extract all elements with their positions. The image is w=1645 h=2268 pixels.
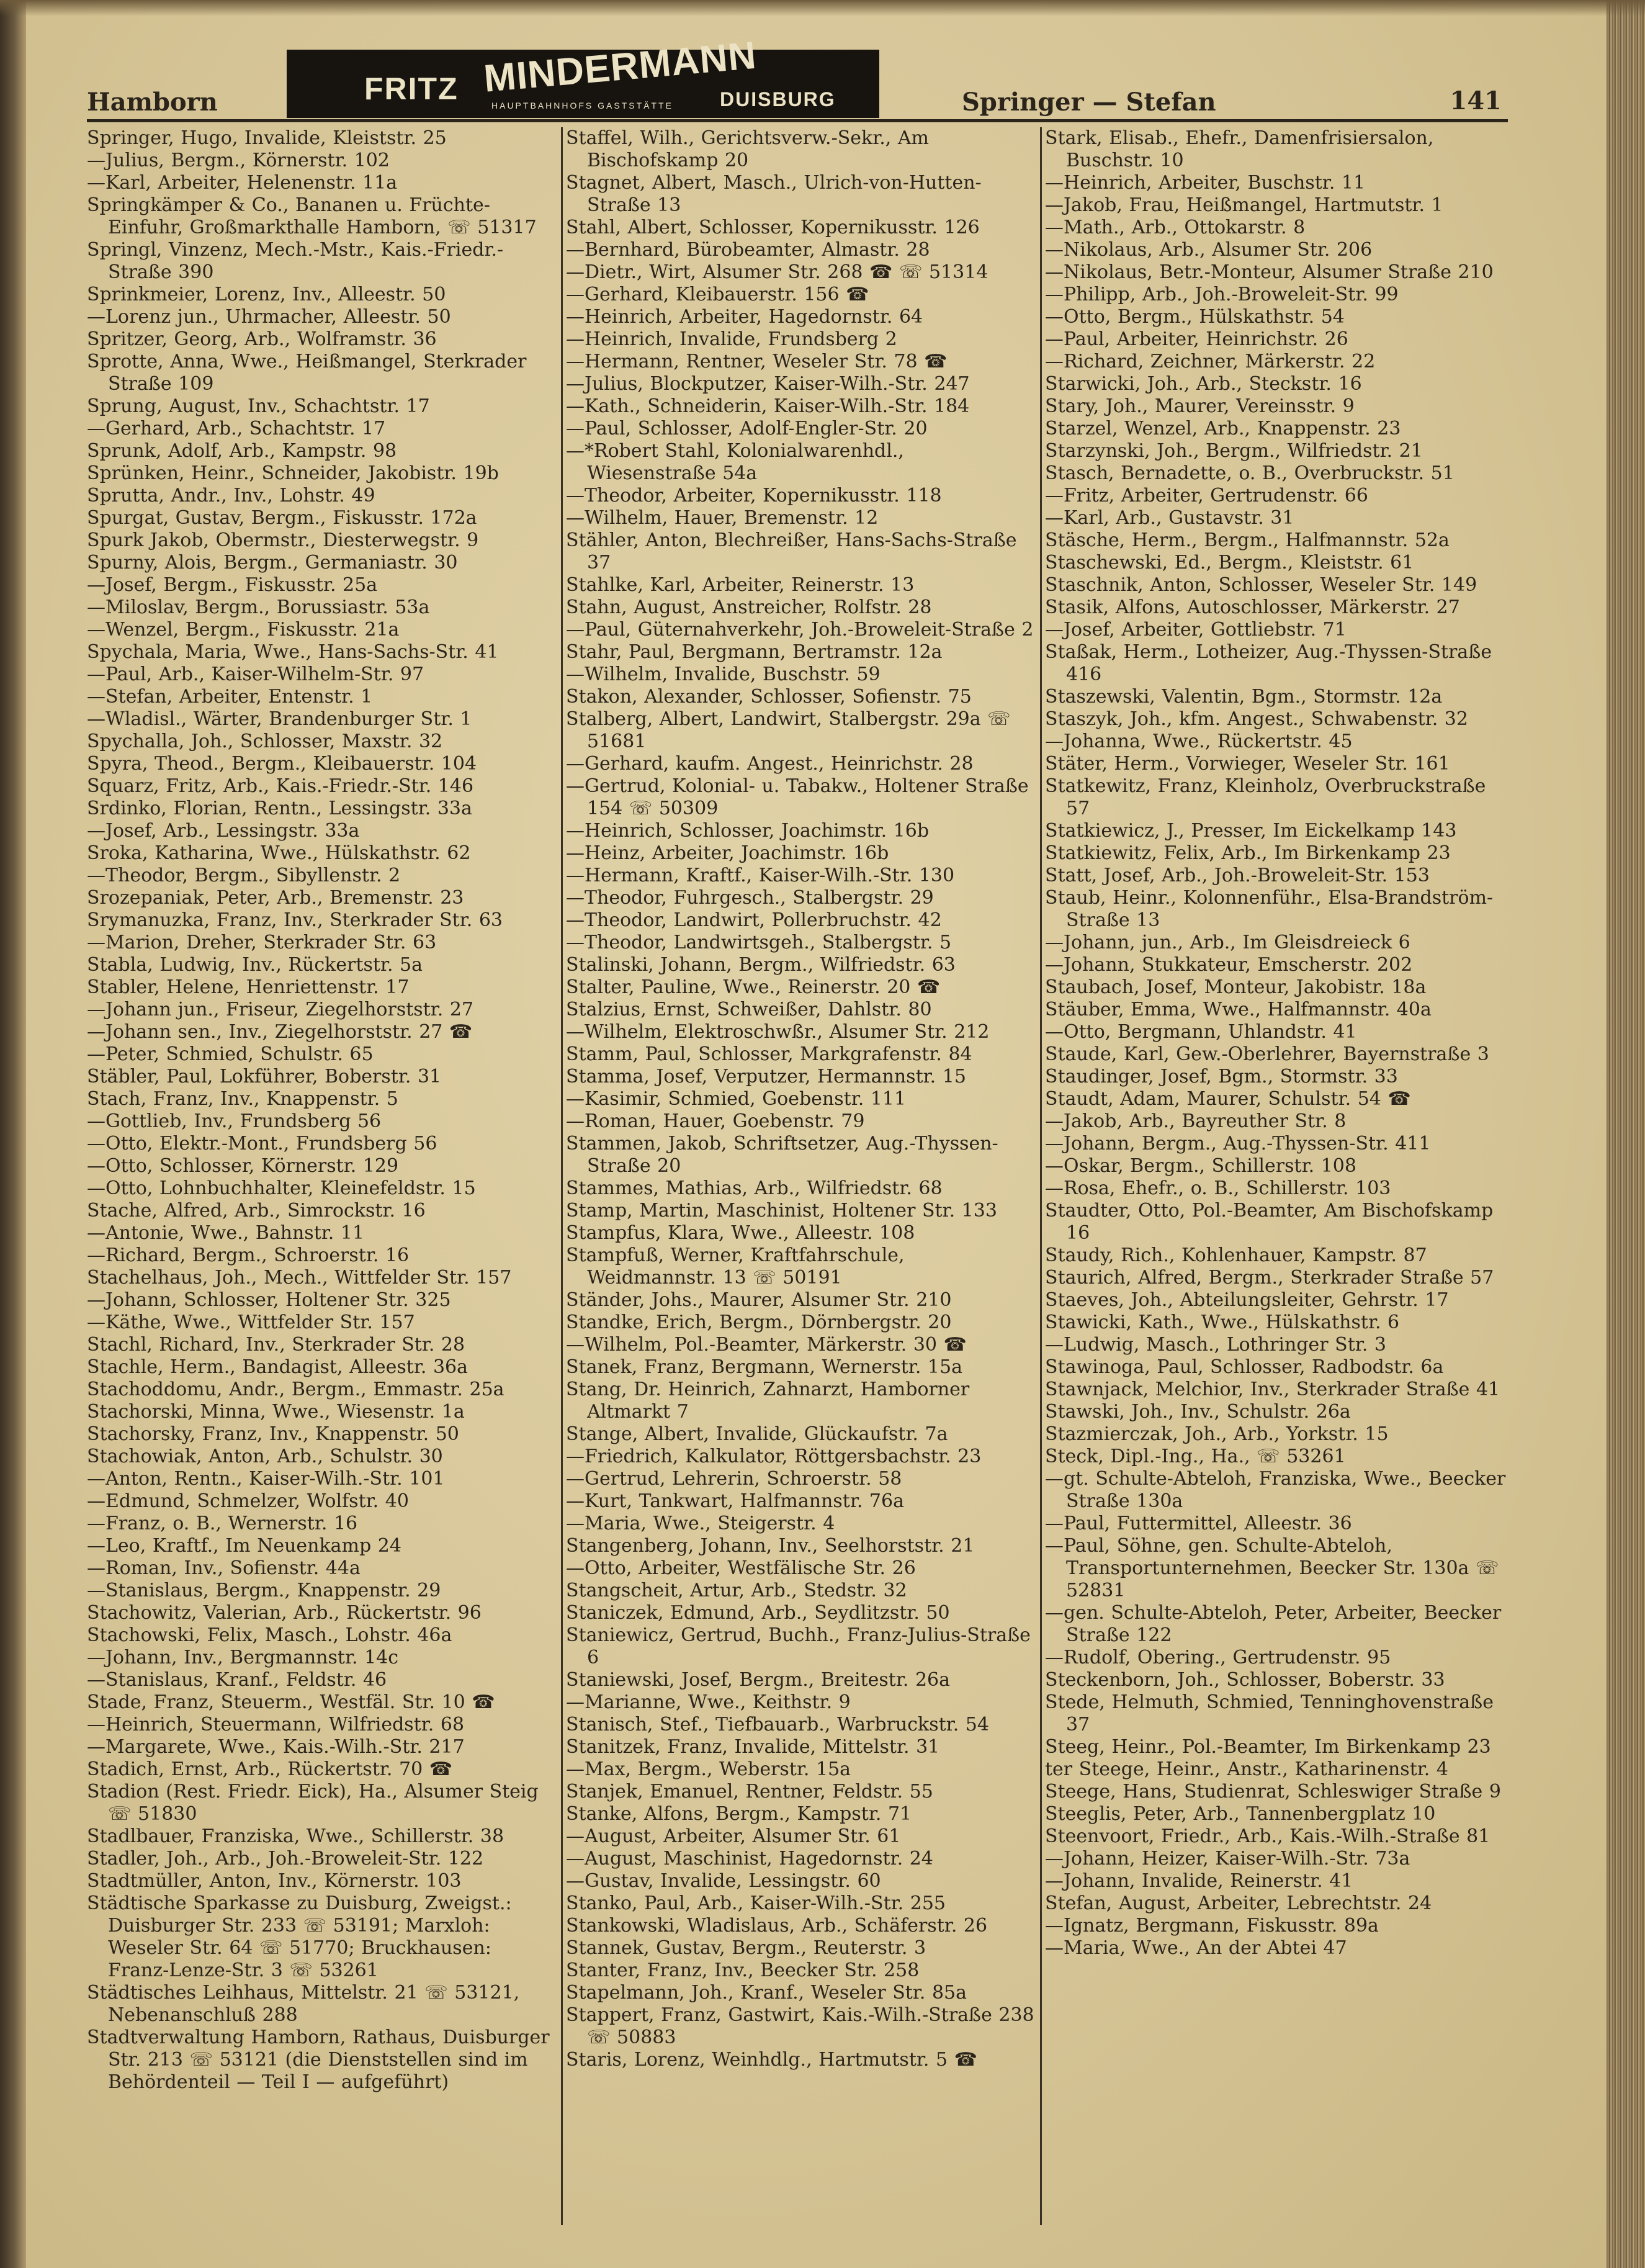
directory-entry: Stampfuß, Werner, Kraftfahrschule, Weidmannstr. 13 ☏ 50191	[566, 1244, 905, 1289]
directory-entry: —Heinz, Arbeiter, Joachimstr. 16b	[566, 842, 889, 864]
directory-entry: —Johann, Bergm., Aug.-Thyssen-Str. 411	[1045, 1133, 1431, 1154]
directory-entry: Spritzer, Georg, Arb., Wolframstr. 36	[87, 328, 437, 350]
directory-entry: Städtisches Leihhaus, Mittelstr. 21 ☏ 53121, Nebenanschluß 288	[87, 1982, 520, 2026]
ad-mindermann-text: MINDERMANN	[482, 34, 758, 101]
directory-entry: Sprutta, Andr., Inv., Lohstr. 49	[87, 485, 375, 506]
header-rule	[87, 119, 1508, 122]
directory-entry: Stadtmüller, Anton, Inv., Körnerstr. 103	[87, 1870, 462, 1892]
directory-entry: Statkiewicz, J., Presser, Im Eickelkamp 143	[1045, 820, 1457, 842]
directory-entry: Springer, Hugo, Invalide, Kleiststr. 25	[87, 127, 447, 149]
directory-entry: Statkewitz, Franz, Kleinholz, Overbruckstraße 57	[1045, 775, 1486, 819]
directory-entry: Stawicki, Kath., Wwe., Hülskathstr. 6	[1045, 1312, 1400, 1333]
directory-entry: Srozepaniak, Peter, Arb., Bremenstr. 23	[87, 887, 464, 909]
directory-entry: Stamp, Martin, Maschinist, Holtener Str. 133	[566, 1200, 997, 1222]
directory-entry: Staschewski, Ed., Bergm., Kleiststr. 61	[1045, 552, 1414, 574]
directory-entry: Staub, Heinr., Kolonnenführ., Elsa-Brandström-Straße 13	[1045, 887, 1494, 931]
directory-entry: Stanisch, Stef., Tiefbauarb., Warbruckstr. 54	[566, 1714, 989, 1735]
directory-entry: —Rudolf, Obering., Gertrudenstr. 95	[1045, 1647, 1391, 1668]
directory-entry: —Antonie, Wwe., Bahnstr. 11	[87, 1222, 365, 1244]
directory-entry: Spychala, Maria, Wwe., Hans-Sachs-Str. 41	[87, 641, 499, 663]
directory-entry: —Heinrich, Arbeiter, Hagedornstr. 64	[566, 306, 923, 328]
directory-entry: Steck, Dipl.-Ing., Ha., ☏ 53261	[1045, 1446, 1346, 1467]
directory-entry: Stefan, August, Arbeiter, Lebrechtstr. 24	[1045, 1892, 1432, 1914]
directory-entry: —Miloslav, Bergm., Borussiastr. 53a	[87, 596, 430, 618]
directory-entry: —Gerhard, kaufm. Angest., Heinrichstr. 28	[566, 753, 974, 775]
directory-entry: —Paul, Arbeiter, Heinrichstr. 26	[1045, 328, 1348, 350]
top-shadow	[0, 0, 1645, 16]
directory-entry: —August, Arbeiter, Alsumer Str. 61	[566, 1825, 901, 1847]
directory-entry: Steege, Hans, Studienrat, Schleswiger Straße 9	[1045, 1781, 1501, 1802]
directory-entry: Stakon, Alexander, Schlosser, Sofienstr. 75	[566, 686, 972, 708]
directory-entry: —Wilhelm, Elektroschwßr., Alsumer Str. 212	[566, 1021, 990, 1043]
directory-entry: —Wilhelm, Pol.-Beamter, Märkerstr. 30 ☎	[566, 1334, 967, 1356]
directory-entry: Stasik, Alfons, Autoschlosser, Märkerstr. 27	[1045, 596, 1460, 618]
directory-entry: Stark, Elisab., Ehefr., Damenfrisiersalon, Buschstr. 10	[1045, 127, 1434, 171]
directory-entry: —Hermann, Kraftf., Kaiser-Wilh.-Str. 130	[566, 865, 955, 886]
directory-entry: Stalberg, Albert, Landwirt, Stalbergstr. 29a ☏ 51681	[566, 708, 1011, 752]
advertisement-banner	[287, 34, 879, 118]
directory-entry: Stawinoga, Paul, Schlosser, Radbodstr. 6a	[1045, 1356, 1444, 1378]
directory-entry: Stanter, Franz, Inv., Beecker Str. 258	[566, 1960, 920, 1981]
directory-entry: Stamma, Josef, Verputzer, Hermannstr. 15	[566, 1066, 966, 1087]
directory-entry: —Dietr., Wirt, Alsumer Str. 268 ☎ ☏ 51314	[566, 261, 988, 283]
directory-entry: Stalinski, Johann, Bergm., Wilfriedstr. 63	[566, 954, 956, 976]
directory-entry: Staris, Lorenz, Weinhdlg., Hartmutstr. 5 ☎	[566, 2049, 977, 2071]
directory-entry: —Paul, Güternahverkehr, Joh.-Broweleit-Straße 2	[566, 619, 1034, 641]
directory-entry: —Otto, Arbeiter, Westfälische Str. 26	[566, 1557, 916, 1579]
directory-entry: —Roman, Hauer, Goebenstr. 79	[566, 1110, 865, 1132]
directory-entry: Starzynski, Joh., Bergm., Wilfriedstr. 21	[1045, 440, 1423, 462]
directory-entry: —Heinrich, Steuermann, Wilfriedstr. 68	[87, 1714, 465, 1735]
directory-entry: Stahn, August, Anstreicher, Rolfstr. 28	[566, 596, 932, 618]
directory-entry: Stachowski, Felix, Masch., Lohstr. 46a	[87, 1624, 452, 1646]
directory-entry: —Käthe, Wwe., Wittfelder Str. 157	[87, 1312, 415, 1333]
header-range: Springer — Stefan	[962, 88, 1216, 117]
directory-entry: —Julius, Bergm., Körnerstr. 102	[87, 150, 390, 171]
directory-entry: —Math., Arb., Ottokarstr. 8	[1045, 217, 1306, 238]
column-divider	[561, 127, 563, 2225]
directory-entry: Staudter, Otto, Pol.-Beamter, Am Bischofskamp 16	[1045, 1200, 1494, 1244]
directory-entry: Spychalla, Joh., Schlosser, Maxstr. 32	[87, 731, 443, 752]
directory-entry: Staßak, Herm., Lotheizer, Aug.-Thyssen-Straße 416	[1045, 641, 1492, 685]
directory-entry: Staszyk, Joh., kfm. Angest., Schwabenstr. 32	[1045, 708, 1468, 730]
directory-entry: —Nikolaus, Arb., Alsumer Str. 206	[1045, 239, 1373, 261]
directory-entry: —Wilhelm, Hauer, Bremenstr. 12	[566, 507, 879, 529]
directory-entry: —Otto, Elektr.-Mont., Frundsberg 56	[87, 1133, 437, 1154]
directory-entry: —Otto, Bergmann, Uhlandstr. 41	[1045, 1021, 1357, 1043]
directory-entry: Staszewski, Valentin, Bgm., Stormstr. 12a	[1045, 686, 1443, 708]
directory-entry: —Gertrud, Kolonial- u. Tabakw., Holtener Straße 154 ☏ 50309	[566, 775, 1029, 819]
directory-entry: —Jakob, Frau, Heißmangel, Hartmutstr. 1	[1045, 194, 1443, 216]
directory-entry: Stazmierczak, Joh., Arb., Yorkstr. 15	[1045, 1423, 1389, 1445]
directory-entry: Stapelmann, Joh., Kranf., Weseler Str. 85a	[566, 1982, 967, 2004]
directory-entry: —Gottlieb, Inv., Frundsberg 56	[87, 1110, 382, 1132]
directory-entry: Stammen, Jakob, Schriftsetzer, Aug.-Thyssen-Straße 20	[566, 1133, 998, 1177]
directory-entry: —Wenzel, Bergm., Fiskusstr. 21a	[87, 619, 400, 641]
directory-entry: —Gerhard, Arb., Schachtstr. 17	[87, 418, 386, 439]
directory-entry: Stachoddomu, Andr., Bergm., Emmastr. 25a	[87, 1379, 504, 1400]
directory-entry: —Bernhard, Bürobeamter, Almastr. 28	[566, 239, 930, 261]
directory-entry: Sprotte, Anna, Wwe., Heißmangel, Sterkrader Straße 109	[87, 351, 527, 395]
directory-entry: —Heinrich, Schlosser, Joachimstr. 16b	[566, 820, 930, 842]
directory-entry: —Josef, Bergm., Fiskusstr. 25a	[87, 574, 378, 596]
directory-entry: Stawnjack, Melchior, Inv., Sterkrader Straße 41	[1045, 1379, 1500, 1400]
directory-entry: —Johann jun., Friseur, Ziegelhorststr. 27	[87, 999, 474, 1020]
directory-entry: —Maria, Wwe., An der Abtei 47	[1045, 1937, 1347, 1959]
directory-entry: Stalter, Pauline, Wwe., Reinerstr. 20 ☎	[566, 976, 941, 998]
directory-entry: Squarz, Fritz, Arb., Kais.-Friedr.-Str. 146	[87, 775, 474, 797]
directory-entry: Springkämper & Co., Bananen u. Früchte-Einfuhr, Großmarkthalle Hamborn, ☏ 51317	[87, 194, 537, 238]
directory-entry: —Heinrich, Invalide, Frundsberg 2	[566, 328, 897, 350]
directory-entry: Stanjek, Emanuel, Rentner, Feldstr. 55	[566, 1781, 933, 1802]
header-locality: Hamborn	[87, 88, 218, 117]
directory-entry: Stankowski, Wladislaus, Arb., Schäferstr. 26	[566, 1915, 988, 1937]
directory-entry: Stahr, Paul, Bergmann, Bertramstr. 12a	[566, 641, 943, 663]
directory-entry: Stäbler, Paul, Lokführer, Boberstr. 31	[87, 1066, 442, 1087]
directory-entry: Sprünken, Heinr., Schneider, Jakobistr. 19b	[87, 462, 499, 484]
directory-entry: —Kath., Schneiderin, Kaiser-Wilh.-Str. 184	[566, 395, 970, 417]
directory-entry: Stangenberg, Johann, Inv., Seelhorststr. 21	[566, 1535, 975, 1557]
directory-entry: —gt. Schulte-Abteloh, Franziska, Wwe., Beecker Straße 130a	[1045, 1468, 1506, 1512]
directory-entry: —Josef, Arbeiter, Gottliebstr. 71	[1045, 619, 1347, 641]
directory-entry: —Theodor, Arbeiter, Kopernikusstr. 118	[566, 485, 942, 506]
directory-entry: Stary, Joh., Maurer, Vereinsstr. 9	[1045, 395, 1355, 417]
directory-entry: —Julius, Blockputzer, Kaiser-Wilh.-Str. 247	[566, 373, 970, 395]
page-edges	[1607, 0, 1645, 2268]
directory-entry: Steenvoort, Friedr., Arb., Kais.-Wilh.-Straße 81	[1045, 1825, 1490, 1847]
directory-entry: Stamm, Paul, Schlosser, Markgrafenstr. 84	[566, 1043, 972, 1065]
directory-entry: Staniewicz, Gertrud, Buchh., Franz-Julius-Straße 6	[566, 1624, 1031, 1668]
directory-entry: —Anton, Rentn., Kaiser-Wilh.-Str. 101	[87, 1468, 445, 1490]
directory-entry: —gen. Schulte-Abteloh, Peter, Arbeiter, Beecker Straße 122	[1045, 1602, 1502, 1646]
directory-entry: —Theodor, Landwirtsgeh., Stalbergstr. 5	[566, 932, 952, 953]
directory-entry: Stanke, Alfons, Bergm., Kampstr. 71	[566, 1803, 912, 1825]
directory-entry: —Karl, Arb., Gustavstr. 31	[1045, 507, 1294, 529]
directory-entry: —Paul, Futtermittel, Alleestr. 36	[1045, 1513, 1352, 1534]
directory-entry: Staudy, Rich., Kohlenhauer, Kampstr. 87	[1045, 1244, 1427, 1266]
directory-entry: —Paul, Arb., Kaiser-Wilhelm-Str. 97	[87, 664, 424, 685]
directory-entry: —Oskar, Bergm., Schillerstr. 108	[1045, 1155, 1356, 1177]
directory-entry: —Lorenz jun., Uhrmacher, Alleestr. 50	[87, 306, 451, 328]
directory-entry: Stammes, Mathias, Arb., Wilfriedstr. 68	[566, 1177, 943, 1199]
directory-entry: Stäuber, Emma, Wwe., Halfmannstr. 40a	[1045, 999, 1432, 1020]
directory-entry: —August, Maschinist, Hagedornstr. 24	[566, 1848, 933, 1870]
directory-entry: Spyra, Theod., Bergm., Kleibauerstr. 104	[87, 753, 477, 775]
directory-entry: Stade, Franz, Steuerm., Westfäl. Str. 10 ☎	[87, 1691, 495, 1713]
directory-entry: Stachle, Herm., Bandagist, Alleestr. 36a	[87, 1356, 468, 1378]
page-number: 141	[1450, 86, 1502, 115]
directory-entry: —Marion, Dreher, Sterkrader Str. 63	[87, 932, 437, 953]
directory-entry: Städtische Sparkasse zu Duisburg, Zweigst.: Duisburger Str. 233 ☏ 53191; Marxloh: Weseler Str. 64 ☏ 51770; Bruckhausen: Franz-Lenze-Str. 3 ☏ 53261	[87, 1892, 512, 1981]
book-binding	[0, 0, 26, 2268]
directory-entry: Stagnet, Albert, Masch., Ulrich-von-Hutten-Straße 13	[566, 172, 982, 216]
ad-fritz-text: FRITZ	[364, 71, 459, 106]
directory-entry: Stach, Franz, Inv., Knappenstr. 5	[87, 1088, 398, 1110]
directory-entry: —Hermann, Rentner, Weseler Str. 78 ☎	[566, 351, 948, 372]
directory-entry: Staudinger, Josef, Bgm., Stormstr. 33	[1045, 1066, 1398, 1087]
directory-entry: Stäsche, Herm., Bergm., Halfmannstr. 52a	[1045, 529, 1450, 551]
directory-entry: Staude, Karl, Gew.-Oberlehrer, Bayernstraße 3	[1045, 1043, 1489, 1065]
directory-entry: Stabla, Ludwig, Inv., Rückertstr. 5a	[87, 954, 423, 976]
directory-entry: Stäter, Herm., Vorwieger, Weseler Str. 161	[1045, 753, 1450, 775]
directory-entry: —Gertrud, Lehrerin, Schroerstr. 58	[566, 1468, 902, 1490]
directory-entry: Stawski, Joh., Inv., Schulstr. 26a	[1045, 1401, 1351, 1423]
directory-entry: —Friedrich, Kalkulator, Röttgersbachstr. 23	[566, 1446, 982, 1467]
directory-entry: Staniczek, Edmund, Arb., Seydlitzstr. 50	[566, 1602, 950, 1624]
directory-entry: Stabler, Helene, Henriettenstr. 17	[87, 976, 410, 998]
directory-entry: Stange, Albert, Invalide, Glückaufstr. 7a	[566, 1423, 948, 1445]
directory-entry: —Otto, Bergm., Hülskathstr. 54	[1045, 306, 1345, 328]
directory-entry: —Heinrich, Arbeiter, Buschstr. 11	[1045, 172, 1366, 194]
directory-entry: Srdinko, Florian, Rentn., Lessingstr. 33a	[87, 798, 472, 819]
directory-entry: Stachorsky, Franz, Inv., Knappenstr. 50	[87, 1423, 459, 1445]
directory-entry: Staschnik, Anton, Schlosser, Weseler Str. 149	[1045, 574, 1477, 596]
directory-entry: Stachl, Richard, Inv., Sterkrader Str. 28	[87, 1334, 465, 1356]
directory-entry: Stahl, Albert, Schlosser, Kopernikusstr. 126	[566, 217, 980, 238]
directory-entry: Stede, Helmuth, Schmied, Tenninghovenstraße 37	[1045, 1691, 1494, 1735]
directory-entry: Sprung, August, Inv., Schachtstr. 17	[87, 395, 430, 417]
directory-entry: —Johann, jun., Arb., Im Gleisdreieck 6	[1045, 932, 1410, 953]
directory-entry: —Johann, Heizer, Kaiser-Wilh.-Str. 73a	[1045, 1848, 1410, 1870]
directory-entry: —Karl, Arbeiter, Helenenstr. 11a	[87, 172, 398, 194]
directory-entry: Stachelhaus, Joh., Mech., Wittfelder Str. 157	[87, 1267, 512, 1289]
directory-entry: —Johann, Inv., Bergmannstr. 14c	[87, 1647, 399, 1668]
ad-subtitle: HAUPTBAHNHOFS GASTSTÄTTE	[491, 101, 673, 110]
directory-entry: Spurgat, Gustav, Bergm., Fiskusstr. 172a	[87, 507, 477, 529]
directory-entry: Standke, Erich, Bergm., Dörnbergstr. 20	[566, 1312, 952, 1333]
directory-entry: —Richard, Zeichner, Märkerstr. 22	[1045, 351, 1376, 372]
directory-entry: —Gustav, Invalide, Lessingstr. 60	[566, 1870, 881, 1892]
directory-entry: —Otto, Lohnbuchhalter, Kleinefeldstr. 15	[87, 1177, 476, 1199]
directory-entry: Sprinkmeier, Lorenz, Inv., Alleestr. 50	[87, 284, 446, 305]
directory-entry: —Stanislaus, Kranf., Feldstr. 46	[87, 1669, 387, 1691]
directory-entry: Springl, Vinzenz, Mech.-Mstr., Kais.-Friedr.-Straße 390	[87, 239, 504, 283]
directory-entry: Stähler, Anton, Blechreißer, Hans-Sachs-Straße 37	[566, 529, 1017, 574]
column-divider	[1040, 127, 1042, 2225]
directory-entry: ter Steege, Heinr., Anstr., Katharinenstr. 4	[1045, 1758, 1448, 1780]
directory-entry: —Paul, Söhne, gen. Schulte-Abteloh, Transportunternehmen, Beecker Str. 130a ☏ 52831	[1045, 1535, 1499, 1601]
directory-entry: —Margarete, Wwe., Kais.-Wilh.-Str. 217	[87, 1736, 465, 1758]
directory-entry: Stahlke, Karl, Arbeiter, Reinerstr. 13	[566, 574, 915, 596]
directory-entry: Statkiewitz, Felix, Arb., Im Birkenkamp 23	[1045, 842, 1451, 864]
directory-entry: —Rosa, Ehefr., o. B., Schillerstr. 103	[1045, 1177, 1391, 1199]
directory-entry: Srymanuzka, Franz, Inv., Sterkrader Str. 63	[87, 909, 503, 931]
directory-entry: Stanko, Paul, Arb., Kaiser-Wilh.-Str. 255	[566, 1892, 946, 1914]
directory-entry: Staudt, Adam, Maurer, Schulstr. 54 ☎	[1045, 1088, 1411, 1110]
directory-entry: —Wilhelm, Invalide, Buschstr. 59	[566, 664, 881, 685]
directory-entry: —Theodor, Fuhrgesch., Stalbergstr. 29	[566, 887, 934, 909]
directory-entry: Stang, Dr. Heinrich, Zahnarzt, Hamborner Altmarkt 7	[566, 1379, 970, 1423]
directory-entry: Stampfus, Klara, Wwe., Alleestr. 108	[566, 1222, 915, 1244]
column-3	[1045, 127, 1515, 2225]
directory-entry: Stadlbauer, Franziska, Wwe., Schillerstr. 38	[87, 1825, 504, 1847]
directory-entry: Starwicki, Joh., Arb., Steckstr. 16	[1045, 373, 1362, 395]
directory-entry: Stannek, Gustav, Bergm., Reuterstr. 3	[566, 1937, 926, 1959]
directory-entry: Stadtverwaltung Hamborn, Rathaus, Duisburger Str. 213 ☏ 53121 (die Dienststellen sind im Behördenteil — Teil I — aufgeführt)	[87, 2027, 550, 2093]
directory-entry: —Philipp, Arb., Joh.-Broweleit-Str. 99	[1045, 284, 1399, 305]
directory-entry: Starzel, Wenzel, Arb., Knappenstr. 23	[1045, 418, 1401, 439]
directory-entry: —Maria, Wwe., Steigerstr. 4	[566, 1513, 835, 1534]
directory-entry: —Kurt, Tankwart, Halfmannstr. 76a	[566, 1490, 904, 1512]
directory-entry: —Ludwig, Masch., Lothringer Str. 3	[1045, 1334, 1386, 1356]
directory-entry: Stalzius, Ernst, Schweißer, Dahlstr. 80	[566, 999, 932, 1020]
directory-entry: —Paul, Schlosser, Adolf-Engler-Str. 20	[566, 418, 928, 439]
directory-entry: —Jakob, Arb., Bayreuther Str. 8	[1045, 1110, 1347, 1132]
directory-entry: Stappert, Franz, Gastwirt, Kais.-Wilh.-Straße 238 ☏ 50883	[566, 2004, 1034, 2048]
directory-entry: —Stefan, Arbeiter, Entenstr. 1	[87, 686, 373, 708]
directory-entry: —Fritz, Arbeiter, Gertrudenstr. 66	[1045, 485, 1368, 506]
directory-entry: —Theodor, Landwirt, Pollerbruchstr. 42	[566, 909, 942, 931]
directory-entry: —Johann, Invalide, Reinerstr. 41	[1045, 1870, 1353, 1892]
directory-entry: Staniewski, Josef, Bergm., Breitestr. 26a	[566, 1669, 950, 1691]
directory-entry: Steckenborn, Joh., Schlosser, Boberstr. 33	[1045, 1669, 1445, 1691]
directory-entry: —Nikolaus, Betr.-Monteur, Alsumer Straße 210	[1045, 261, 1494, 283]
directory-entry: Staffel, Wilh., Gerichtsverw.-Sekr., Am Bischofskamp 20	[566, 127, 929, 171]
directory-entry: —*Robert Stahl, Kolonialwarenhdl., Wiesenstraße 54a	[566, 440, 904, 484]
directory-entry: Steeglis, Peter, Arb., Tannenbergplatz 10	[1045, 1803, 1436, 1825]
directory-entry: —Otto, Schlosser, Körnerstr. 129	[87, 1155, 399, 1177]
directory-entry: Spurk Jakob, Obermstr., Diesterwegstr. 9	[87, 529, 479, 551]
directory-entry: —Johann, Schlosser, Holtener Str. 325	[87, 1289, 451, 1311]
directory-entry: —Johanna, Wwe., Rückertstr. 45	[1045, 731, 1353, 752]
directory-entry: —Franz, o. B., Wernerstr. 16	[87, 1513, 358, 1534]
directory-entry: —Edmund, Schmelzer, Wolfstr. 40	[87, 1490, 409, 1512]
directory-entry: Staeves, Joh., Abteilungsleiter, Gehrstr. 17	[1045, 1289, 1449, 1311]
directory-entry: —Johann sen., Inv., Ziegelhorststr. 27 ☎	[87, 1021, 473, 1043]
directory-entry: Staubach, Josef, Monteur, Jakobistr. 18a	[1045, 976, 1427, 998]
directory-entry: Stanitzek, Franz, Invalide, Mittelstr. 31	[566, 1736, 940, 1758]
directory-entry: Stangscheit, Artur, Arb., Stedstr. 32	[566, 1580, 907, 1601]
directory-entry: —Roman, Inv., Sofienstr. 44a	[87, 1557, 361, 1579]
directory-entry: —Ignatz, Bergmann, Fiskusstr. 89a	[1045, 1915, 1379, 1937]
directory-entry: Stache, Alfred, Arb., Simrockstr. 16	[87, 1200, 426, 1222]
directory-entry: Spurny, Alois, Bergm., Germaniastr. 30	[87, 552, 458, 574]
directory-entry: —Richard, Bergm., Schroerstr. 16	[87, 1244, 410, 1266]
directory-entry: Stachorski, Minna, Wwe., Wiesenstr. 1a	[87, 1401, 465, 1423]
directory-entry: —Stanislaus, Bergm., Knappenstr. 29	[87, 1580, 441, 1601]
directory-entry: —Wladisl., Wärter, Brandenburger Str. 1	[87, 708, 472, 730]
directory-entry: —Johann, Stukkateur, Emscherstr. 202	[1045, 954, 1413, 976]
column-2	[566, 127, 1036, 2225]
directory-entry: Ständer, Johs., Maurer, Alsumer Str. 210	[566, 1289, 952, 1311]
directory-entry: Sprunk, Adolf, Arb., Kampstr. 98	[87, 440, 397, 462]
directory-entry: Stadich, Ernst, Arb., Rückertstr. 70 ☎	[87, 1758, 453, 1780]
directory-entry: Sroka, Katharina, Wwe., Hülskathstr. 62	[87, 842, 471, 864]
directory-entry: Stachowitz, Valerian, Arb., Rückertstr. 96	[87, 1602, 482, 1624]
directory-entry: Staurich, Alfred, Bergm., Sterkrader Straße 57	[1045, 1267, 1494, 1289]
directory-entry: Stachowiak, Anton, Arb., Schulstr. 30	[87, 1446, 443, 1467]
directory-entry: Stasch, Bernadette, o. B., Overbruckstr. 51	[1045, 462, 1455, 484]
directory-entry: —Marianne, Wwe., Keithstr. 9	[566, 1691, 851, 1713]
directory-entry: —Josef, Arb., Lessingstr. 33a	[87, 820, 360, 842]
directory-entry: —Gerhard, Kleibauerstr. 156 ☎	[566, 284, 869, 305]
directory-entry: —Kasimir, Schmied, Goebenstr. 111	[566, 1088, 907, 1110]
directory-entry: Statt, Josef, Arb., Joh.-Broweleit-Str. 153	[1045, 865, 1430, 886]
directory-entry: —Peter, Schmied, Schulstr. 65	[87, 1043, 374, 1065]
directory-entry: Stadler, Joh., Arb., Joh.-Broweleit-Str. 122	[87, 1848, 484, 1870]
directory-entry: Steeg, Heinr., Pol.-Beamter, Im Birkenkamp 23	[1045, 1736, 1491, 1758]
directory-entry: —Theodor, Bergm., Sibyllenstr. 2	[87, 865, 401, 886]
column-1	[87, 127, 557, 2225]
directory-entry: Stanek, Franz, Bergmann, Wernerstr. 15a	[566, 1356, 962, 1378]
ad-city: DUISBURG	[720, 88, 836, 110]
directory-entry: —Max, Bergm., Weberstr. 15a	[566, 1758, 851, 1780]
directory-entry: Stadion (Rest. Friedr. Eick), Ha., Alsumer Steig ☏ 51830	[87, 1781, 539, 1825]
directory-entry: —Leo, Kraftf., Im Neuenkamp 24	[87, 1535, 401, 1557]
